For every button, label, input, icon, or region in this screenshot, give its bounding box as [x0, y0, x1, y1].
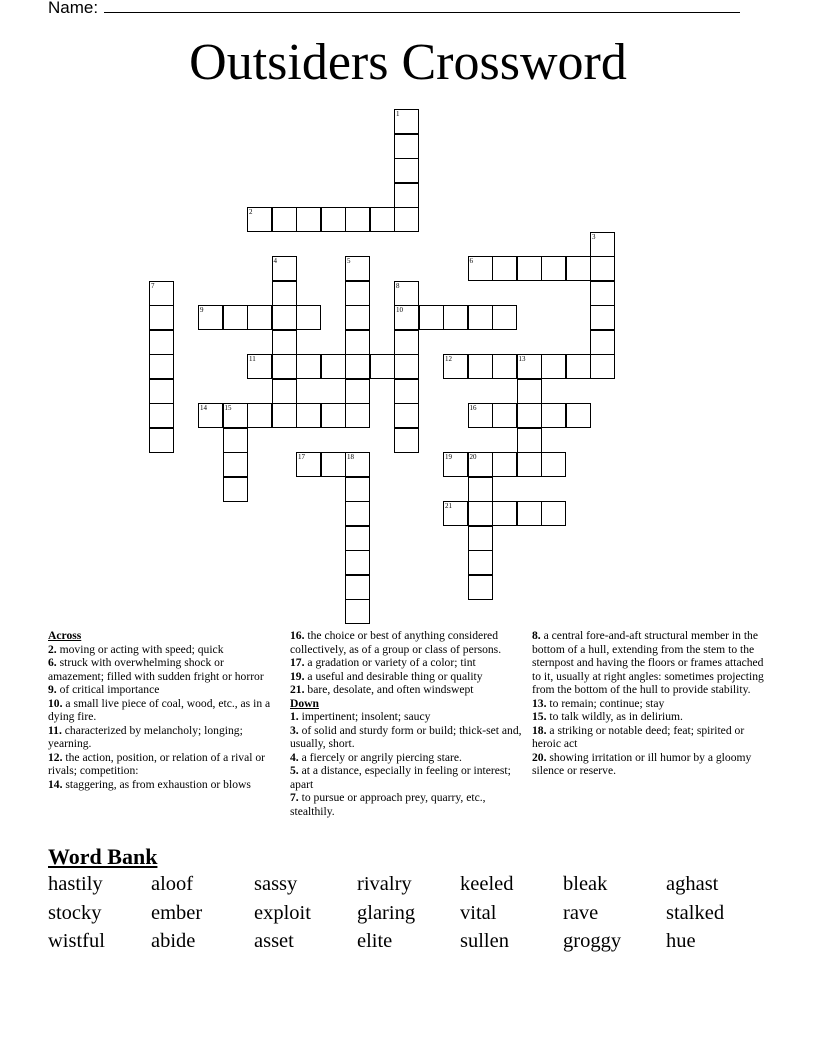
clue-number: 12: [445, 355, 452, 363]
grid-cell[interactable]: [541, 256, 566, 281]
grid-cell[interactable]: [370, 207, 395, 232]
grid-cell[interactable]: [590, 354, 615, 379]
clue-down-5: 5. at a distance, especially in feeling or interest; apart: [290, 764, 511, 791]
word-bank-item: glaring: [357, 901, 416, 924]
grid-cell[interactable]: [394, 379, 419, 404]
clue-number: 16: [469, 404, 477, 412]
grid-cell[interactable]: [443, 501, 468, 526]
grid-cell[interactable]: [492, 501, 517, 526]
grid-cell[interactable]: [345, 281, 370, 306]
grid-cell[interactable]: [468, 354, 493, 379]
grid-cell[interactable]: [517, 379, 542, 404]
grid-cell[interactable]: [443, 354, 468, 379]
grid-cell[interactable]: [272, 281, 297, 306]
grid-cell[interactable]: [149, 281, 174, 306]
grid-cell[interactable]: [468, 452, 493, 477]
grid-cell[interactable]: [198, 403, 223, 428]
grid-cell[interactable]: [590, 330, 615, 355]
grid-cell[interactable]: [345, 379, 370, 404]
clue-number: 9: [200, 306, 204, 314]
word-bank-item: rivalry: [357, 873, 412, 895]
grid-cell[interactable]: [149, 403, 174, 428]
word-bank-item: abide: [151, 930, 196, 952]
grid-cell[interactable]: [517, 452, 542, 477]
clues-column-2: [290, 629, 522, 818]
grid-cell[interactable]: [590, 256, 615, 281]
grid-cell[interactable]: [468, 477, 493, 502]
clue-across-6: 6. struck with overwhelming shock or amazement; filled with sudden fright or horror: [48, 656, 264, 683]
clue-down-4: 4. a fiercely or angrily piercing stare.: [290, 750, 462, 764]
clue-number: 5: [347, 257, 351, 265]
grid-cell[interactable]: [247, 207, 272, 232]
grid-cell[interactable]: [517, 403, 542, 428]
down-clues-part-2: [532, 629, 772, 778]
grid-cell[interactable]: [345, 403, 370, 428]
clue-down-15: 15. to talk wildly, as in delirium.: [532, 710, 683, 723]
clue-number: 15: [224, 404, 232, 412]
grid-cell[interactable]: [468, 550, 493, 575]
grid-cell[interactable]: [541, 403, 566, 428]
word-bank-item: aghast: [666, 873, 719, 895]
grid-cell[interactable]: [247, 354, 272, 379]
clue-number: 2: [249, 208, 253, 216]
clue-number: 18: [347, 453, 354, 461]
grid-cell[interactable]: [149, 305, 174, 330]
grid-cell[interactable]: [517, 428, 542, 453]
grid-cell[interactable]: [492, 256, 517, 281]
clue-down-3: 3. of solid and sturdy form or build; thick-set and, usually, short.: [290, 723, 522, 750]
clue-number: 6: [469, 257, 473, 265]
grid-cell[interactable]: [394, 330, 419, 355]
grid-cell[interactable]: [419, 305, 444, 330]
grid-cell[interactable]: [468, 575, 493, 600]
grid-cell[interactable]: [590, 232, 615, 257]
clue-number: 8: [396, 281, 400, 290]
clue-across-19: 19. a useful and desirable thing or quality: [290, 669, 483, 683]
grid-cell[interactable]: [345, 330, 370, 355]
across-header: Across: [48, 629, 82, 642]
grid-cell[interactable]: [149, 330, 174, 355]
grid-cell[interactable]: [394, 109, 419, 134]
grid-cell[interactable]: [272, 256, 297, 281]
grid-cell[interactable]: [296, 452, 321, 477]
grid-cell[interactable]: [321, 207, 346, 232]
word-bank-item: elite: [357, 930, 393, 952]
clue-down-13: 13. to remain; continue; stay: [532, 696, 665, 710]
clue-number: 21: [445, 502, 452, 510]
grid-cell[interactable]: [541, 452, 566, 477]
word-bank: [48, 873, 769, 959]
across-clues-part-1: [48, 643, 278, 792]
grid-cell[interactable]: [492, 403, 517, 428]
grid-cell[interactable]: [492, 354, 517, 379]
grid-cell[interactable]: [468, 403, 493, 428]
grid-cell[interactable]: [149, 428, 174, 453]
grid-cell[interactable]: [223, 477, 248, 502]
grid-cell[interactable]: [492, 305, 517, 330]
grid-cell[interactable]: [345, 305, 370, 330]
grid-cell[interactable]: [468, 305, 493, 330]
word-bank-item: stalked: [666, 901, 725, 924]
clue-number: 19: [445, 453, 452, 461]
grid-cell[interactable]: [590, 281, 615, 306]
clue-number: 7: [151, 281, 155, 290]
clue-down-7: 7. to pursue or approach prey, quarry, etc., stealthily.: [290, 791, 486, 818]
grid-cell[interactable]: [345, 501, 370, 526]
name-label: Name:: [48, 0, 99, 17]
grid-cell[interactable]: [296, 354, 321, 379]
clue-across-10: 10. a small live piece of coal, wood, etc., as in a dying fire.: [48, 696, 271, 723]
grid-cell[interactable]: [443, 305, 468, 330]
word-bank-item: stocky: [48, 901, 102, 924]
grid-cell[interactable]: [394, 403, 419, 428]
grid-cell[interactable]: [296, 207, 321, 232]
grid-cell[interactable]: [198, 305, 223, 330]
word-bank-item: asset: [254, 930, 294, 952]
grid-cell[interactable]: [394, 305, 419, 330]
word-bank-item: rave: [563, 901, 599, 924]
grid-cell[interactable]: [321, 354, 346, 379]
clue-number: 10: [396, 306, 403, 314]
grid-cell[interactable]: [247, 403, 272, 428]
grid-cell[interactable]: [394, 158, 419, 183]
grid-cell[interactable]: [468, 501, 493, 526]
grid-cell[interactable]: [223, 428, 248, 453]
down-clues-part-1: [290, 710, 522, 818]
clue-down-1: 1. impertinent; insolent; saucy: [290, 710, 431, 723]
grid-cell[interactable]: [345, 207, 370, 232]
grid-cell[interactable]: [370, 354, 395, 379]
grid-cell[interactable]: [394, 354, 419, 379]
grid-cell[interactable]: [345, 550, 370, 575]
grid-cell[interactable]: [566, 354, 591, 379]
clue-number: 14: [200, 404, 207, 412]
word-bank-item: bleak: [563, 873, 608, 895]
word-bank-item: vital: [460, 901, 497, 924]
grid-cell[interactable]: [272, 379, 297, 404]
clue-number: 17: [298, 453, 305, 461]
grid-cell[interactable]: [394, 428, 419, 453]
grid-cell[interactable]: [149, 354, 174, 379]
clues-column-3: [532, 629, 772, 778]
grid-cell[interactable]: [394, 207, 419, 232]
grid-cell[interactable]: [345, 452, 370, 477]
word-bank-item: hastily: [48, 873, 103, 895]
grid-cell[interactable]: [223, 403, 248, 428]
clue-number: 11: [249, 355, 256, 363]
grid-cell[interactable]: [345, 477, 370, 502]
word-bank-item: ember: [151, 901, 203, 924]
grid-cell[interactable]: [468, 526, 493, 551]
grid-cell[interactable]: [394, 134, 419, 159]
clue-across-14: 14. staggering, as from exhaustion or blows: [48, 777, 251, 791]
clue-across-11: 11. characterized by melancholy; longing; yearning.: [48, 723, 243, 750]
clue-number: 4: [273, 257, 277, 265]
grid-cell[interactable]: [247, 305, 272, 330]
clue-across-16: 16. the choice or best of anything considered collectively, as of a group or class of persons.: [290, 629, 502, 656]
grid-cell[interactable]: [345, 354, 370, 379]
grid-cell[interactable]: [272, 354, 297, 379]
grid-cell[interactable]: [541, 501, 566, 526]
clue-across-2: 2. moving or acting with speed; quick: [48, 642, 224, 656]
grid-cell[interactable]: [345, 599, 370, 624]
word-bank-item: aloof: [151, 873, 194, 895]
word-bank-item: groggy: [563, 930, 622, 952]
word-bank-item: sassy: [254, 873, 298, 895]
word-bank-item: hue: [666, 930, 696, 952]
grid-cell[interactable]: [345, 526, 370, 551]
grid-cell[interactable]: [541, 354, 566, 379]
clue-across-12: 12. the action, position, or relation of a rival or rivals; competition:: [48, 750, 266, 777]
grid-cell[interactable]: [517, 354, 542, 379]
across-clues-part-2: [290, 629, 522, 697]
clue-number: 13: [518, 355, 526, 363]
grid-cell[interactable]: [272, 403, 297, 428]
grid-cell[interactable]: [296, 403, 321, 428]
grid-cell[interactable]: [345, 575, 370, 600]
grid-cell[interactable]: [468, 256, 493, 281]
clue-down-20: 20. showing irritation or ill humor by a gloomy silence or reserve.: [532, 750, 752, 777]
word-bank-item: sullen: [460, 930, 509, 952]
clue-down-8: 8. a central fore-and-aft structural member in the bottom of a hull, extending from the stem to the sternpost and having the floors or frames attached to it, usually at right angles: sometimes projecting from the bottom of the hull to provide stability.: [532, 629, 764, 696]
grid-cell[interactable]: [223, 452, 248, 477]
word-bank-item: exploit: [254, 901, 311, 924]
grid-cell[interactable]: [272, 330, 297, 355]
clue-number: 20: [469, 453, 477, 461]
page-title: Outsiders Crossword: [189, 34, 627, 91]
clues-column-1: [48, 629, 278, 791]
grid-cell[interactable]: [590, 305, 615, 330]
clue-across-9: 9. of critical importance: [48, 683, 160, 696]
clue-down-18: 18. a striking or notable deed; feat; spirited or heroic act: [532, 723, 745, 750]
grid-cell[interactable]: [321, 403, 346, 428]
grid-cell[interactable]: [492, 452, 517, 477]
clue-number: 1: [396, 110, 400, 118]
clue-across-17: 17. a gradation or variety of a color; tint: [290, 656, 476, 669]
grid-cell[interactable]: [272, 305, 297, 330]
clue-across-21: 21. bare, desolate, and often windswept: [290, 683, 474, 696]
grid-cell[interactable]: [321, 452, 346, 477]
grid-cell[interactable]: [296, 305, 321, 330]
grid-cell[interactable]: [394, 281, 419, 306]
grid-cell[interactable]: [223, 305, 248, 330]
grid-cell[interactable]: [566, 403, 591, 428]
grid-cell[interactable]: [443, 452, 468, 477]
grid-cell[interactable]: [149, 379, 174, 404]
grid-cell[interactable]: [394, 183, 419, 208]
word-bank-title: Word Bank: [48, 844, 158, 869]
grid-cell[interactable]: [517, 256, 542, 281]
word-bank-item: keeled: [460, 873, 514, 895]
grid-cell[interactable]: [517, 501, 542, 526]
grid-cell[interactable]: [272, 207, 297, 232]
clue-number: 3: [592, 232, 596, 241]
down-header: Down: [290, 696, 319, 710]
grid-cell[interactable]: [345, 256, 370, 281]
grid-cell[interactable]: [566, 256, 591, 281]
word-bank-item: wistful: [48, 930, 105, 952]
